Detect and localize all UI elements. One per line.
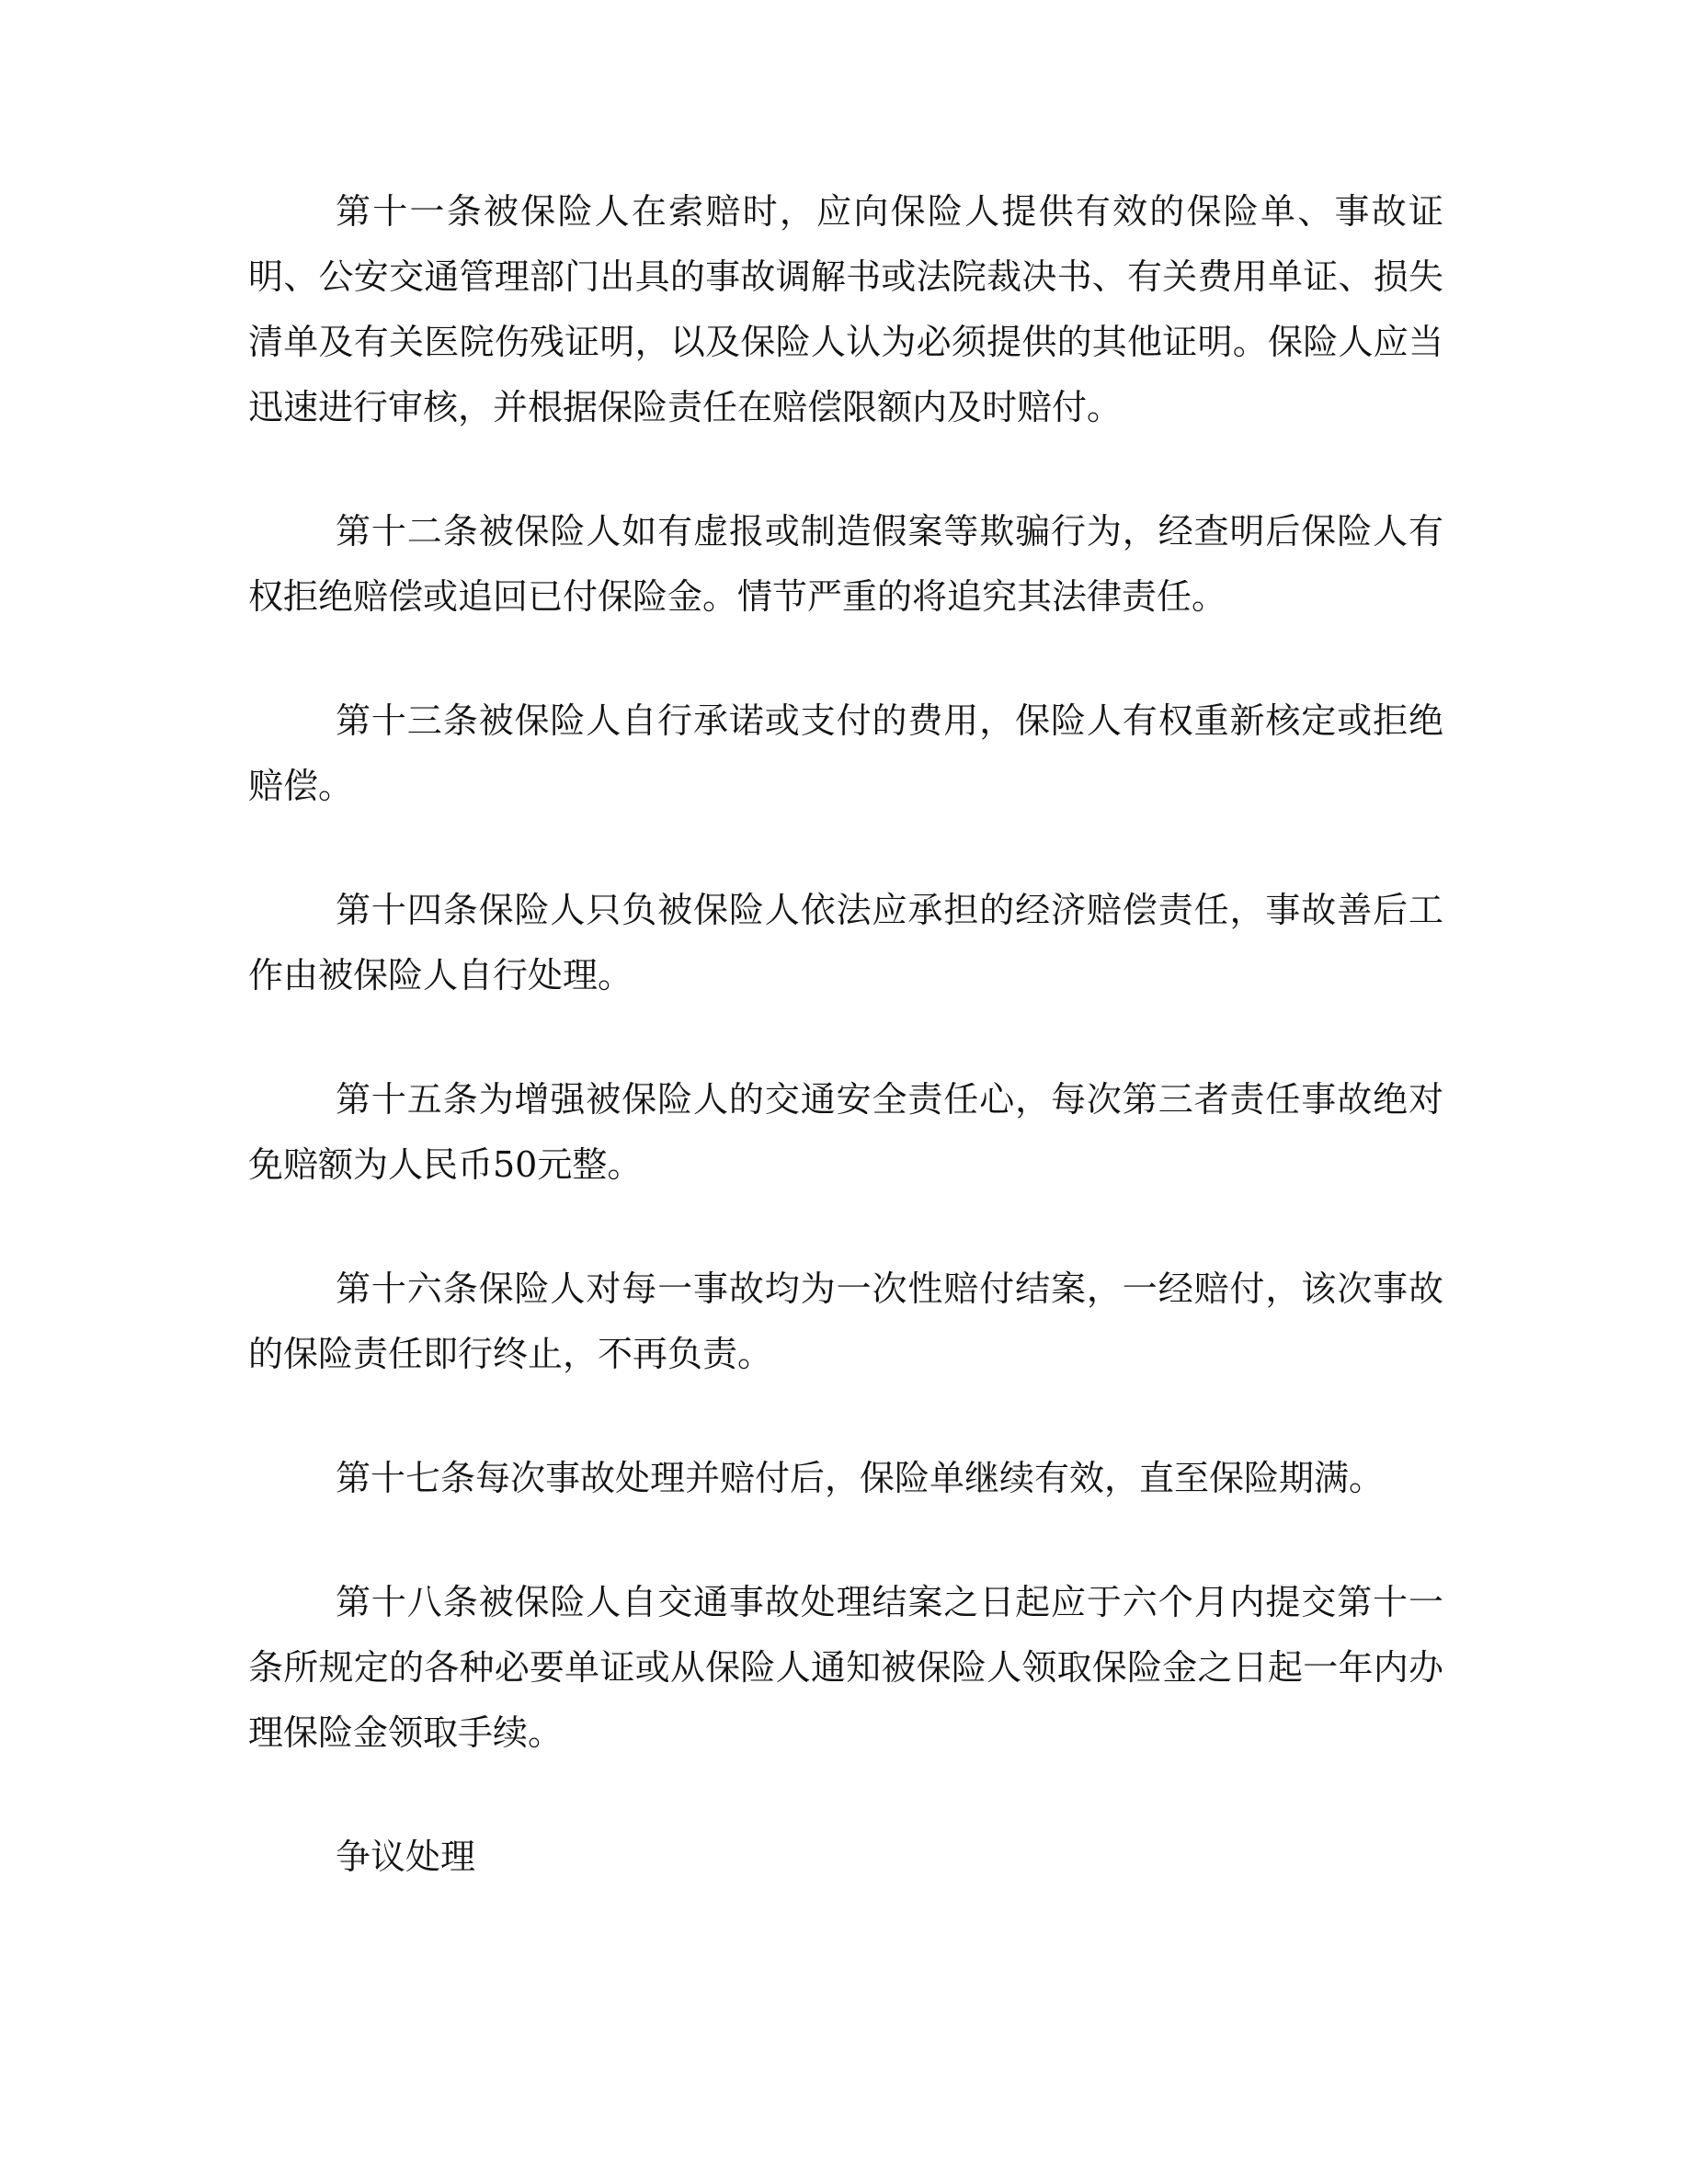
article-17-paragraph: 第十七条每次事故处理并赔付后，保险单继续有效，直至保险期满。: [336, 1458, 1385, 1498]
article-15-paragraph: 第十五条为增强被保险人的交通安全责任心，每次第三者责任事故绝对免赔额为人民币50元整。: [248, 1079, 1443, 1185]
article-12-paragraph: 第十二条被保险人如有虚报或制造假案等欺骗行为，经查明后保险人有权拒绝赔偿或追回已付保险金。情节严重的将追究其法律责任。: [248, 511, 1443, 617]
section-heading-dispute: 争议处理: [336, 1837, 476, 1877]
article-13-paragraph: 第十三条被保险人自行承诺或支付的费用，保险人有权重新核定或拒绝赔偿。: [248, 700, 1443, 806]
article-16-paragraph: 第十六条保险人对每一事故均为一次性赔付结案，一经赔付，该次事故的保险责任即行终止，不再负责。: [248, 1268, 1443, 1374]
article-14-paragraph: 第十四条保险人只负被保险人依法应承担的经济赔偿责任，事故善后工作由被保险人自行处理。: [248, 890, 1443, 995]
document-page: [248, 179, 1443, 1949]
article-18-paragraph: 第十八条被保险人自交通事故处理结案之日起应于六个月内提交第十一条所规定的各种必要单证或从保险人通知被保险人领取保险金之日起一年内办理保险金领取手续。: [248, 1582, 1443, 1753]
article-11-paragraph: 第十一条被保险人在索赔时，应向保险人提供有效的保险单、事故证明、公安交通管理部门出具的事故调解书或法院裁决书、有关费用单证、损失清单及有关医院伤残证明，以及保险人认为必须提供的其他证明。保险人应当迅速进行审核，并根据保险责任在赔偿限额内及时赔付。: [248, 191, 1443, 427]
